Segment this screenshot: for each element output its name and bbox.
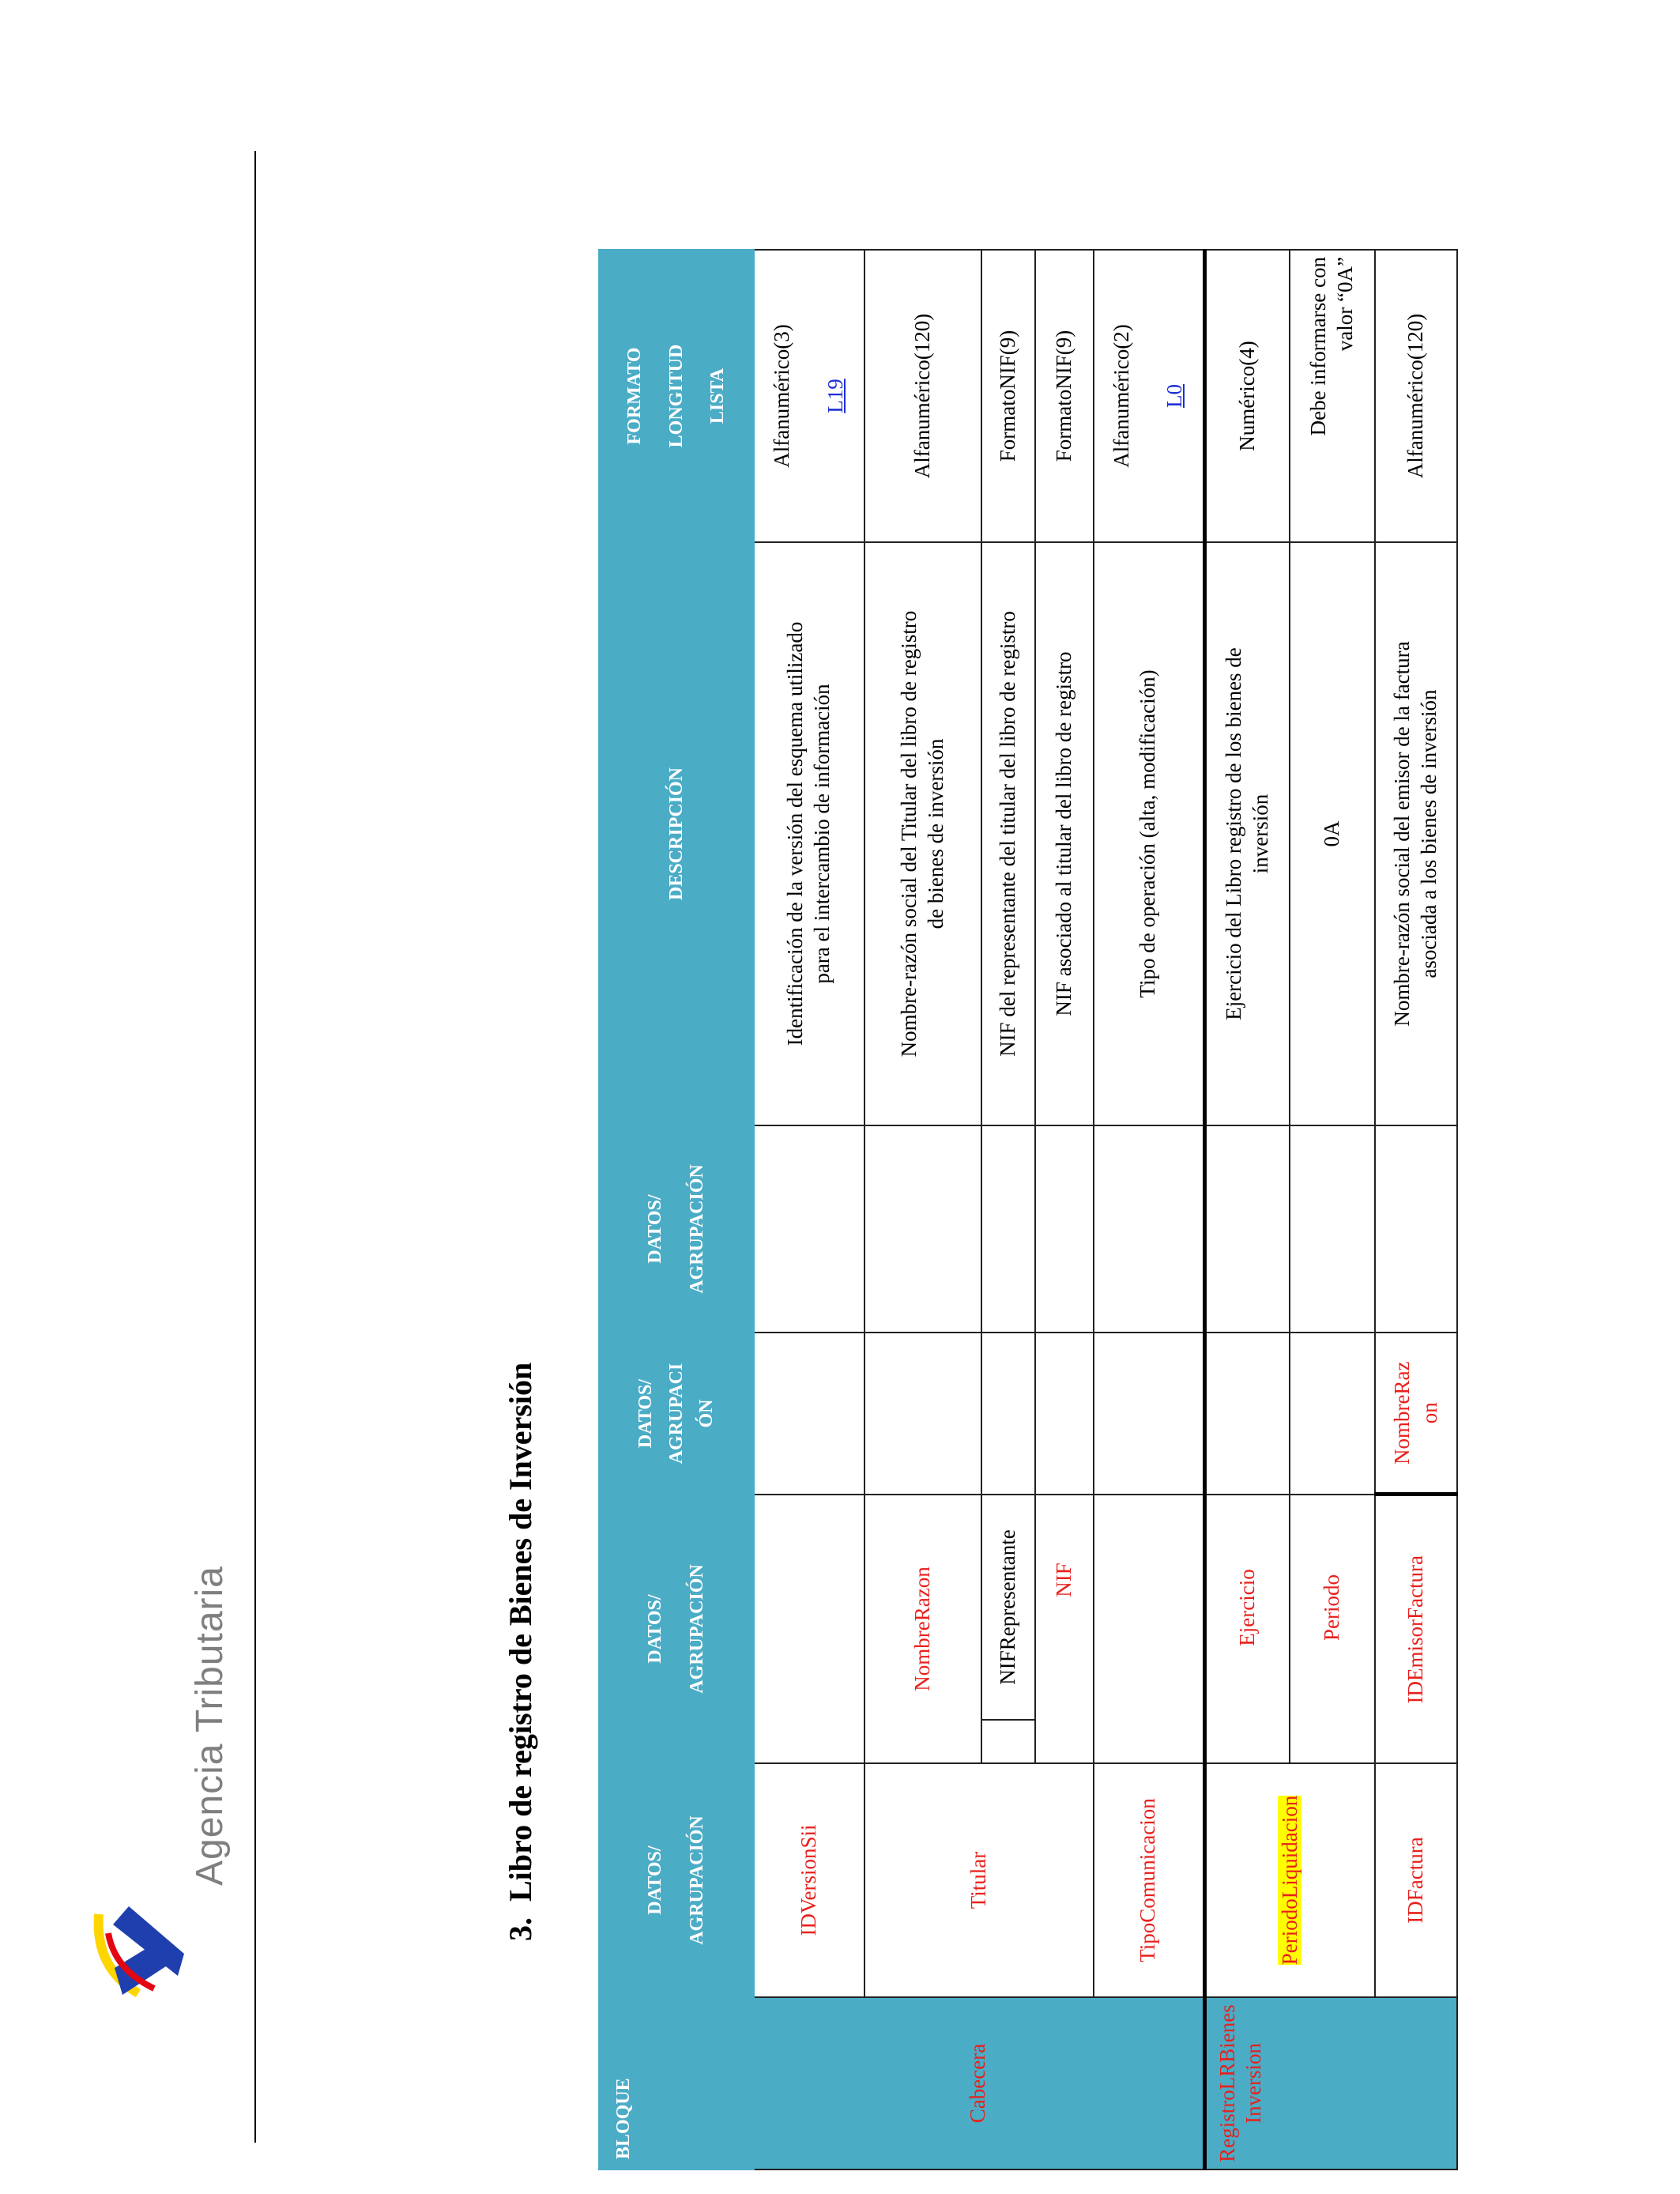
list-link-l19[interactable]: L19: [823, 379, 847, 413]
format-text: Alfanumérico(2): [1109, 324, 1133, 468]
header-formato: [599, 250, 754, 542]
empty-cell: [1290, 1720, 1375, 1763]
field-periodo: Periodo: [1290, 1495, 1375, 1720]
header-formato-l3: LISTA: [707, 368, 729, 424]
desc-tipocomunicacion: Tipo de operación (alta, modificación): [1094, 542, 1204, 1125]
empty-cell: [1204, 1720, 1290, 1763]
field-nombrerazon-emisor: [1375, 1333, 1457, 1495]
header-datos-3-l2: AGRUPACI: [665, 1363, 687, 1465]
field-nifrepresentante: NIFRepresentante: [981, 1495, 1035, 1720]
format-l1: Debe informarse con: [1306, 257, 1331, 436]
empty-cell: [1094, 1333, 1204, 1495]
header-datos-4: [599, 1125, 754, 1333]
desc-ejercicio: [1204, 542, 1290, 1125]
desc-periodo: 0A: [1290, 542, 1375, 1125]
table-row: [754, 250, 864, 2169]
desc-l1: Identificación de la versión del esquema utilizado: [783, 621, 808, 1046]
format-nombrerazon: Alfanumérico(120): [864, 250, 981, 542]
block-cabecera-label: Cabecera: [966, 2043, 990, 2124]
empty-cell: [754, 1495, 864, 1763]
format-nifrepresentante: FormatoNIF(9): [981, 250, 1035, 542]
subfield-l2: on: [1418, 1402, 1441, 1424]
field-idversionsii: IDVersionSii: [754, 1763, 864, 1997]
block-cabecera: [754, 1997, 1204, 2169]
format-nif: FormatoNIF(9): [1035, 250, 1094, 542]
header-datos-1-l1: DATOS/: [645, 1845, 666, 1915]
header-datos-3-l1: DATOS/: [635, 1378, 657, 1449]
block-registrolrbienesinversion: [1204, 1997, 1457, 2169]
format-tipocomunicacion: [1094, 250, 1204, 542]
desc-l2: para el intercambio de información: [810, 684, 834, 984]
section-title: [502, 1363, 539, 1941]
format-text: Alfanumérico(3): [770, 324, 794, 468]
field-idemisorfactura: IDEmisorFactura: [1375, 1495, 1457, 1763]
list-link-l0[interactable]: L0: [1162, 384, 1187, 408]
field-ejercicio: Ejercicio: [1204, 1495, 1290, 1720]
table-header-row: [599, 250, 754, 2169]
table-row: [1204, 250, 1290, 2169]
format-periodo: [1290, 250, 1375, 542]
group-idfactura: IDFactura: [1375, 1763, 1457, 1997]
header-descripcion: [599, 542, 754, 1125]
header-formato-l2: LONGITUD: [665, 344, 687, 448]
group-periodoliquidacion-label: PeriodoLiquidacion: [1277, 1795, 1301, 1966]
empty-cell: [1094, 1495, 1204, 1763]
header-datos-1: [599, 1763, 754, 1997]
desc-l2: de bienes de inversión: [924, 738, 947, 929]
empty-cell: [1290, 1125, 1375, 1333]
agencia-tributaria-logo-icon: [91, 1905, 186, 2000]
desc-idemisorfactura: [1375, 542, 1457, 1125]
header-bloque-label: BLOQUE: [613, 2078, 634, 2159]
registro-bienes-inversion-table: [598, 249, 1458, 2170]
header-datos-3: [599, 1333, 754, 1495]
desc-nombrerazon: [864, 542, 981, 1125]
header-datos-4-l2: AGRUPACIÓN: [687, 1164, 707, 1294]
format-idversionsii: [754, 250, 864, 542]
section-title-text: Libro de registro de Bienes de Inversión: [503, 1362, 538, 1902]
empty-cell: [981, 1333, 1035, 1495]
field-nif: NIF: [1035, 1495, 1094, 1664]
table-row: [1094, 250, 1204, 2169]
empty-cell: [864, 1333, 981, 1495]
empty-cell: [754, 1125, 864, 1333]
header-divider: [254, 151, 256, 2143]
table-row: [1375, 250, 1457, 2169]
block-registro-l1: RegistroLRBienes: [1215, 2004, 1239, 2162]
group-titular: Titular: [864, 1763, 1094, 1997]
format-ejercicio: Numérico(4): [1204, 250, 1290, 542]
header-datos-2: [599, 1495, 754, 1763]
format-l2: valor “0A”: [1333, 257, 1357, 352]
block-registro-l2: Inversion: [1241, 2043, 1266, 2124]
header-formato-l1: FORMATO: [623, 347, 645, 445]
field-nombrerazon: NombreRazon: [864, 1495, 981, 1763]
org-name: Agencia Tributaria: [189, 1566, 231, 1886]
desc-l1: Nombre-razón social del Titular del libro de registro: [897, 610, 921, 1057]
header-datos-1-l2: AGRUPACIÓN: [687, 1815, 707, 1945]
empty-cell: [1094, 1125, 1204, 1333]
empty-cell: [1035, 1333, 1094, 1495]
empty-cell: [864, 1125, 981, 1333]
desc-nifrepresentante: NIF del representante del titular del libro de registro: [981, 542, 1035, 1125]
header-datos-4-l1: DATOS/: [645, 1194, 666, 1264]
table-row: [864, 250, 981, 2169]
empty-cell: [1290, 1333, 1375, 1495]
empty-cell: [981, 1720, 1035, 1763]
empty-cell: [754, 1333, 864, 1495]
header-datos-3-l3: ÓN: [696, 1399, 718, 1428]
header-bloque: [599, 1997, 754, 2169]
header-descripcion-label: DESCRIPCIÓN: [665, 767, 687, 901]
header-datos-2-l1: DATOS/: [645, 1594, 666, 1664]
empty-cell: [1035, 1664, 1094, 1763]
empty-cell: [1204, 1333, 1290, 1495]
desc-idversionsii: [754, 542, 864, 1125]
desc-nif: NIF asociado al titular del libro de registro: [1035, 542, 1094, 1125]
desc-l1: Nombre-razón social del emisor de la factura: [1390, 641, 1414, 1027]
desc-l2: inversión: [1248, 794, 1272, 874]
empty-cell: [1204, 1125, 1290, 1333]
header-datos-2-l2: AGRUPACIÓN: [687, 1564, 707, 1694]
field-tipocomunicacion: TipoComunicacion: [1094, 1763, 1204, 1997]
empty-cell: [1375, 1125, 1457, 1333]
empty-cell: [1035, 1125, 1094, 1333]
empty-cell: [981, 1125, 1035, 1333]
group-periodoliquidacion: [1204, 1763, 1375, 1997]
section-number: 3.: [503, 1917, 538, 1941]
desc-l2: asociada a los bienes de inversión: [1417, 689, 1441, 978]
subfield-l1: NombreRaz: [1389, 1361, 1414, 1465]
format-idemisorfactura: Alfanumérico(120): [1375, 250, 1457, 542]
desc-l1: Ejercicio del Libro registro de los bienes de: [1222, 647, 1245, 1020]
